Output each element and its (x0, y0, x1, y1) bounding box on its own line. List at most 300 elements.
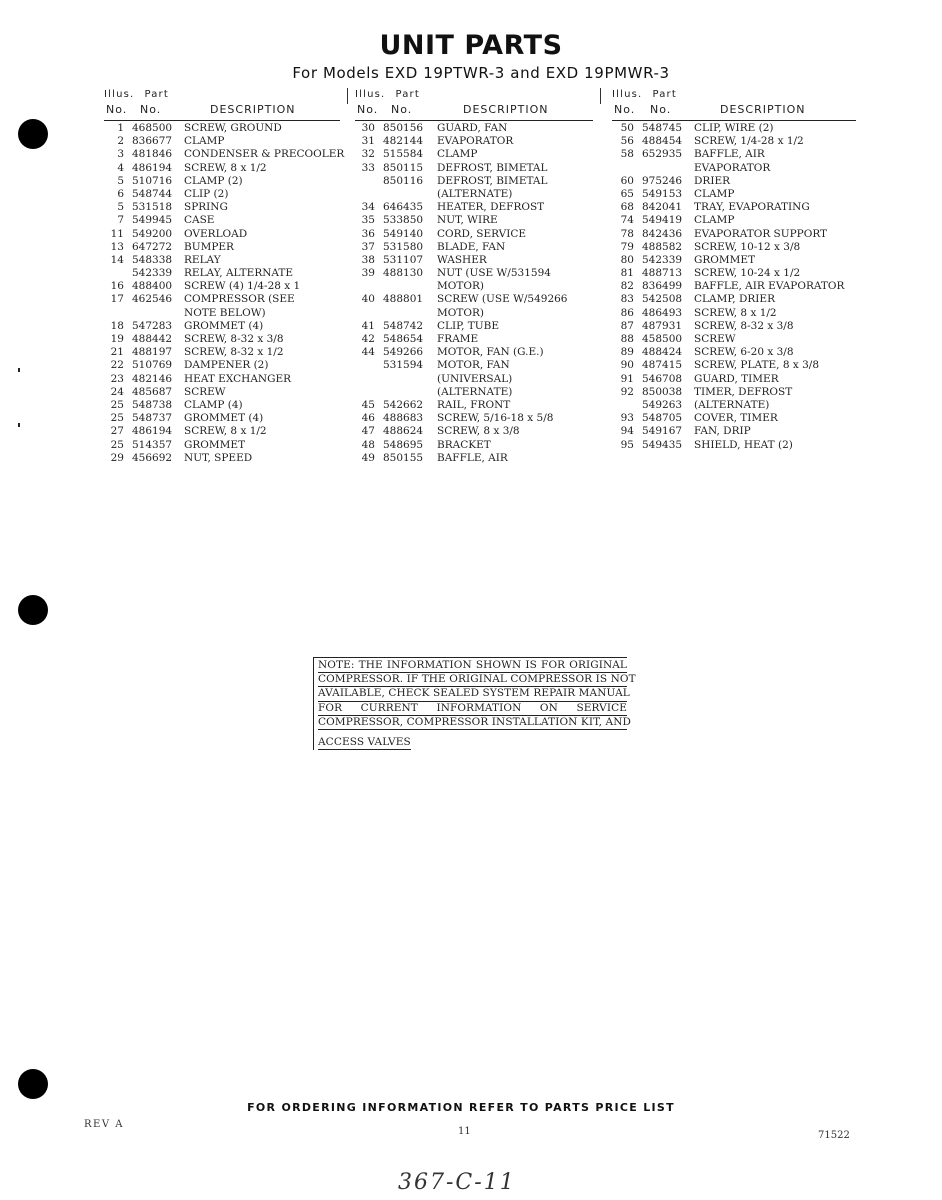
part-description: SCREW, 5/16-18 x 5/8 (437, 412, 554, 425)
table-row (355, 399, 593, 412)
table-row (104, 148, 345, 161)
document-code: 71522 (818, 1130, 850, 1141)
illus-number: 78 (620, 227, 634, 240)
illus-number: 13 (110, 240, 124, 253)
illus-number: 79 (620, 240, 634, 253)
illus-number: 90 (620, 359, 634, 372)
illus-number: 32 (361, 148, 375, 161)
illus-number: 30 (361, 122, 375, 134)
part-number: 482146 (132, 372, 173, 385)
illus-number: 2 (117, 135, 124, 148)
table-row (104, 452, 340, 465)
part-number: 531580 (383, 240, 424, 253)
part-number: 548738 (132, 398, 173, 411)
part-description: CLAMP (437, 148, 478, 161)
table-row (104, 254, 340, 267)
table-row (612, 122, 856, 135)
table-row (355, 320, 593, 333)
part-no-header: No. (391, 103, 413, 116)
table-row (612, 214, 856, 227)
part-description: GROMMET (184, 438, 246, 451)
illus-number: 82 (620, 280, 634, 293)
part-description: NUT (USE W/531594 (437, 267, 551, 280)
table-row (355, 162, 593, 175)
table-row (355, 412, 593, 425)
part-number: 488424 (642, 346, 683, 359)
illus-number: 92 (620, 385, 634, 398)
part-number: 549266 (383, 346, 424, 359)
part-description: CONDENSER & PRECOOLER (184, 148, 345, 161)
part-description: BLADE, FAN (437, 240, 506, 253)
illus-number: 88 (620, 333, 634, 345)
part-number: 486194 (132, 161, 173, 174)
part-number: 485687 (132, 385, 173, 398)
illus-number: 7 (117, 214, 124, 227)
part-description: COMPRESSOR (SEE (184, 293, 295, 306)
table-row (355, 439, 593, 452)
table-row (104, 320, 340, 333)
column-divider (347, 88, 348, 104)
table-row (612, 135, 856, 148)
part-description: GROMMET (694, 253, 756, 266)
ordering-info: FOR ORDERING INFORMATION REFER TO PARTS PRICE LIST (247, 1101, 675, 1114)
part-description: RELAY (184, 253, 221, 266)
part-description: SCREW (694, 333, 736, 345)
part-number: 488442 (132, 333, 173, 345)
part-description: SHIELD, HEAT (2) (694, 438, 793, 451)
table-row (355, 333, 593, 346)
table-row (104, 399, 340, 412)
column-header-top (355, 88, 593, 102)
table-row (612, 175, 856, 188)
part-description: CLIP, WIRE (2) (694, 122, 774, 134)
part-number: 850115 (383, 161, 424, 174)
illus-number: 40 (361, 293, 375, 306)
table-row (612, 280, 856, 293)
part-number: 836677 (132, 135, 173, 148)
part-number: 482144 (383, 135, 424, 148)
illus-number: 34 (361, 201, 375, 214)
part-description: BAFFLE, AIR (437, 451, 508, 464)
illus-number: 23 (110, 372, 124, 385)
part-description: RELAY, ALTERNATE (184, 267, 294, 280)
part-description: SCREW, 8-32 x 3/8 (694, 319, 794, 332)
illus-number: 25 (110, 438, 124, 451)
part-description: NOTE BELOW) (184, 306, 266, 319)
table-row (612, 386, 856, 399)
illus-number: 31 (361, 135, 375, 148)
table-row (355, 122, 593, 135)
illus-number: 87 (620, 319, 634, 332)
part-number: 842436 (642, 227, 683, 240)
part-number: 548654 (383, 333, 424, 345)
part-description: SCREW, 8 x 3/8 (437, 425, 520, 438)
table-row (355, 452, 593, 465)
table-row (104, 373, 340, 386)
table-row (104, 162, 340, 175)
table-row (612, 241, 856, 254)
illus-number: 93 (620, 412, 634, 425)
compressor-note (313, 657, 636, 750)
illus-number: 56 (620, 135, 634, 148)
table-row (355, 293, 593, 306)
table-row (104, 214, 340, 227)
part-number: 488624 (383, 425, 424, 438)
part-label: Part (395, 89, 420, 100)
illus-number: 74 (620, 214, 634, 227)
illus-number: 19 (110, 333, 124, 345)
illus-number: 11 (110, 227, 124, 240)
table-row (104, 333, 340, 346)
part-number: 456692 (132, 451, 173, 464)
illus-number: 25 (110, 412, 124, 425)
part-number: 488801 (383, 293, 424, 306)
part-number: 652935 (642, 148, 683, 161)
illus-number: 1 (117, 122, 124, 134)
table-row (355, 267, 593, 280)
part-description: WASHER (437, 253, 487, 266)
margin-tick (18, 368, 20, 372)
table-row (612, 254, 856, 267)
part-description: SCREW (184, 385, 226, 398)
illus-number: 21 (110, 346, 124, 359)
table-row (612, 412, 856, 425)
illus-number: 81 (620, 267, 634, 280)
illus-number: 4 (117, 161, 124, 174)
part-description: CLAMP (184, 135, 225, 148)
part-description: BAFFLE, AIR EVAPORATOR (694, 280, 845, 293)
part-number: 548705 (642, 412, 683, 425)
part-number: 488400 (132, 280, 173, 293)
column-divider (600, 88, 601, 104)
part-number: 510716 (132, 174, 173, 187)
table-row (612, 162, 856, 175)
part-description: GUARD, TIMER (694, 372, 779, 385)
part-description: GUARD, FAN (437, 122, 508, 134)
illus-number: 42 (361, 333, 375, 345)
illus-number: 50 (620, 122, 634, 134)
part-number: 542339 (132, 267, 173, 280)
illus-number: 37 (361, 240, 375, 253)
column-header-top (104, 88, 340, 102)
note-line: FOR CURRENT INFORMATION ON SERVICE (318, 702, 627, 716)
part-description: FAN, DRIP (694, 425, 751, 438)
part-description: DEFROST, BIMETAL (437, 174, 548, 187)
illus-no-header: No. (106, 103, 128, 116)
part-number: 531594 (383, 359, 424, 372)
table-row (104, 241, 340, 254)
column-header (355, 102, 593, 121)
part-number: 549945 (132, 214, 173, 227)
part-description: (UNIVERSAL) (437, 372, 513, 385)
part-number: 488683 (383, 412, 424, 425)
table-row (104, 346, 340, 359)
part-description: CORD, SERVICE (437, 227, 527, 240)
table-row (355, 148, 593, 161)
illus-number: 35 (361, 214, 375, 227)
part-description: BRACKET (437, 438, 491, 451)
illus-number: 80 (620, 253, 634, 266)
part-description: OVERLOAD (184, 227, 248, 240)
note-line: COMPRESSOR, COMPRESSOR INSTALLATION KIT, AND (318, 716, 627, 730)
part-description: DRIER (694, 174, 731, 187)
table-row (612, 293, 856, 306)
table-row (355, 175, 593, 188)
table-row (612, 228, 856, 241)
part-number: 533850 (383, 214, 424, 227)
illus-no-header: No. (614, 103, 636, 116)
table-row (104, 386, 340, 399)
part-description: SCREW, GROUND (184, 122, 282, 134)
page-title: UNIT PARTS (379, 30, 563, 61)
illus-number: 60 (620, 174, 634, 187)
page-number: 11 (458, 1126, 471, 1137)
part-description: EVAPORATOR (694, 161, 771, 174)
table-row (355, 214, 593, 227)
part-number: 542662 (383, 398, 424, 411)
table-row (104, 122, 340, 135)
part-number: 487415 (642, 359, 683, 372)
note-line: AVAILABLE, CHECK SEALED SYSTEM REPAIR MANUAL (318, 687, 627, 701)
table-row (355, 359, 593, 372)
part-description: (ALTERNATE) (694, 398, 770, 411)
table-row (104, 135, 340, 148)
part-label: Part (652, 89, 677, 100)
table-row (104, 439, 340, 452)
part-number: 487931 (642, 319, 683, 332)
part-number: 531107 (383, 253, 424, 266)
illus-number: 41 (361, 319, 375, 332)
part-description: SCREW, 8 x 1/2 (184, 425, 267, 438)
part-description: TIMER, DEFROST (694, 385, 793, 398)
table-row (104, 188, 340, 201)
part-description: CASE (184, 214, 215, 227)
table-row (104, 307, 340, 320)
table-row (612, 307, 856, 320)
part-number: 488454 (642, 135, 683, 148)
part-number: 850155 (383, 451, 424, 464)
table-row (104, 412, 340, 425)
table-row (612, 267, 856, 280)
part-description: CLAMP (4) (184, 398, 243, 411)
table-row (104, 267, 340, 280)
note-line: COMPRESSOR. IF THE ORIGINAL COMPRESSOR IS NOT (318, 673, 627, 687)
part-number: 975246 (642, 174, 683, 187)
part-description: CLAMP, DRIER (694, 293, 775, 306)
table-row (612, 439, 856, 452)
illus-number: 49 (361, 451, 375, 464)
part-description: FRAME (437, 333, 479, 345)
part-description: CLAMP (2) (184, 174, 243, 187)
illus-number: 48 (361, 438, 375, 451)
illus-number: 22 (110, 359, 124, 372)
revision-label: REV A (84, 1119, 124, 1130)
table-row (355, 254, 593, 267)
part-no-header: No. (140, 103, 162, 116)
table-row (355, 425, 593, 438)
part-description: CLAMP (694, 214, 735, 227)
illus-number: 5 (117, 201, 124, 214)
part-description: (ALTERNATE) (437, 385, 513, 398)
part-number: 488582 (642, 240, 683, 253)
part-description: GROMMET (4) (184, 319, 264, 332)
part-description: BUMPER (184, 240, 234, 253)
part-description: SCREW, 8 x 1/2 (184, 161, 267, 174)
punch-hole-top (18, 119, 48, 149)
illus-number: 83 (620, 293, 634, 306)
part-number: 549153 (642, 187, 683, 200)
part-number: 542339 (642, 253, 683, 266)
illus-number: 86 (620, 306, 634, 319)
illus-number: 24 (110, 385, 124, 398)
table-row (355, 241, 593, 254)
parts-column (355, 88, 593, 465)
table-row (612, 399, 856, 412)
part-number: 548338 (132, 253, 173, 266)
illus-number: 29 (110, 451, 124, 464)
part-number: 646435 (383, 201, 424, 214)
part-description: BAFFLE, AIR (694, 148, 765, 161)
table-row (355, 228, 593, 241)
part-number: 549140 (383, 227, 424, 240)
illus-number: 33 (361, 161, 375, 174)
page-subtitle: For Models EXD 19PTWR-3 and EXD 19PMWR-3 (292, 64, 670, 82)
part-description: HEAT EXCHANGER (184, 372, 292, 385)
table-row (612, 320, 856, 333)
illus-no-header: No. (357, 103, 379, 116)
part-description: NUT, SPEED (184, 451, 253, 464)
part-number: 549263 (642, 398, 683, 411)
part-number: 458500 (642, 333, 683, 345)
illus-number: 47 (361, 425, 375, 438)
illus-number: 36 (361, 227, 375, 240)
part-description: EVAPORATOR (437, 135, 514, 148)
part-number: 548744 (132, 187, 173, 200)
table-row (612, 201, 856, 214)
illus-number: 46 (361, 412, 375, 425)
part-description: SPRING (184, 201, 228, 214)
column-header (612, 102, 856, 121)
table-row (104, 293, 340, 306)
illus-number: 58 (620, 148, 634, 161)
part-description: MOTOR) (437, 306, 484, 319)
part-description: CLAMP (694, 187, 735, 200)
part-description: SCREW, 10-12 x 3/8 (694, 240, 801, 253)
table-row (104, 359, 340, 372)
part-number: 488130 (383, 267, 424, 280)
part-number: 514357 (132, 438, 173, 451)
part-number: 549167 (642, 425, 683, 438)
part-number: 510769 (132, 359, 173, 372)
part-number: 542508 (642, 293, 683, 306)
illus-number: 44 (361, 346, 375, 359)
illus-number: 38 (361, 253, 375, 266)
part-number: 850116 (383, 174, 424, 187)
illus-number: 39 (361, 267, 375, 280)
table-row (355, 346, 593, 359)
part-description: MOTOR) (437, 280, 484, 293)
illus-number: 45 (361, 398, 375, 411)
part-description: SCREW (USE W/549266 (437, 293, 568, 306)
illus-number: 68 (620, 201, 634, 214)
part-number: 549200 (132, 227, 173, 240)
part-description: SCREW, 6-20 x 3/8 (694, 346, 794, 359)
part-description: SCREW, 8-32 x 1/2 (184, 346, 284, 359)
illus-label: Illus. (355, 89, 386, 100)
note-line: NOTE: THE INFORMATION SHOWN IS FOR ORIGINAL (318, 659, 627, 673)
table-row (104, 425, 340, 438)
part-description: CLIP, TUBE (437, 319, 500, 332)
part-number: 468500 (132, 122, 173, 134)
part-number: 836499 (642, 280, 683, 293)
table-row (612, 148, 856, 161)
parts-column (612, 88, 856, 452)
illus-number: 17 (110, 293, 124, 306)
illus-number: 14 (110, 253, 124, 266)
part-number: 850038 (642, 385, 683, 398)
part-number: 549435 (642, 438, 683, 451)
column-header-top (612, 88, 856, 102)
illus-number: 18 (110, 319, 124, 332)
table-row (612, 359, 856, 372)
part-number: 486493 (642, 306, 683, 319)
part-description: SCREW, 10-24 x 1/2 (694, 267, 801, 280)
table-row (104, 228, 340, 241)
part-number: 488713 (642, 267, 683, 280)
part-number: 488197 (132, 346, 173, 359)
part-description: DEFROST, BIMETAL (437, 161, 548, 174)
punch-hole-middle (18, 595, 48, 625)
table-row (355, 201, 593, 214)
part-number: 548745 (642, 122, 683, 134)
table-row (355, 373, 593, 386)
part-description: CLIP (2) (184, 187, 229, 200)
table-row (104, 280, 340, 293)
description-header: DESCRIPTION (210, 103, 296, 116)
part-description: SCREW, 8-32 x 3/8 (184, 333, 284, 345)
note-line: ACCESS VALVES (318, 736, 411, 750)
part-description: GROMMET (4) (184, 412, 264, 425)
description-header: DESCRIPTION (720, 103, 806, 116)
part-number: 481846 (132, 148, 173, 161)
part-number: 486194 (132, 425, 173, 438)
part-description: SCREW, 8 x 1/2 (694, 306, 777, 319)
illus-number: 89 (620, 346, 634, 359)
part-number: 531518 (132, 201, 173, 214)
part-description: HEATER, DEFROST (437, 201, 545, 214)
part-number: 548695 (383, 438, 424, 451)
table-row (355, 386, 593, 399)
part-number: 549419 (642, 214, 683, 227)
table-row (612, 346, 856, 359)
part-description: SCREW, PLATE, 8 x 3/8 (694, 359, 819, 372)
part-description: SCREW, 1/4-28 x 1/2 (694, 135, 804, 148)
part-label: Part (144, 89, 169, 100)
part-number: 548737 (132, 412, 173, 425)
table-row (355, 135, 593, 148)
description-header: DESCRIPTION (463, 103, 549, 116)
punch-hole-bottom (18, 1069, 48, 1099)
part-description: RAIL, FRONT (437, 398, 511, 411)
table-row (355, 307, 593, 320)
handwritten-reference: 367-C-11 (398, 1170, 516, 1195)
parts-column (104, 88, 345, 465)
table-row (104, 201, 340, 214)
illus-label: Illus. (104, 89, 135, 100)
margin-tick (18, 423, 20, 427)
illus-number: 5 (117, 174, 124, 187)
part-description: DAMPENER (2) (184, 359, 269, 372)
